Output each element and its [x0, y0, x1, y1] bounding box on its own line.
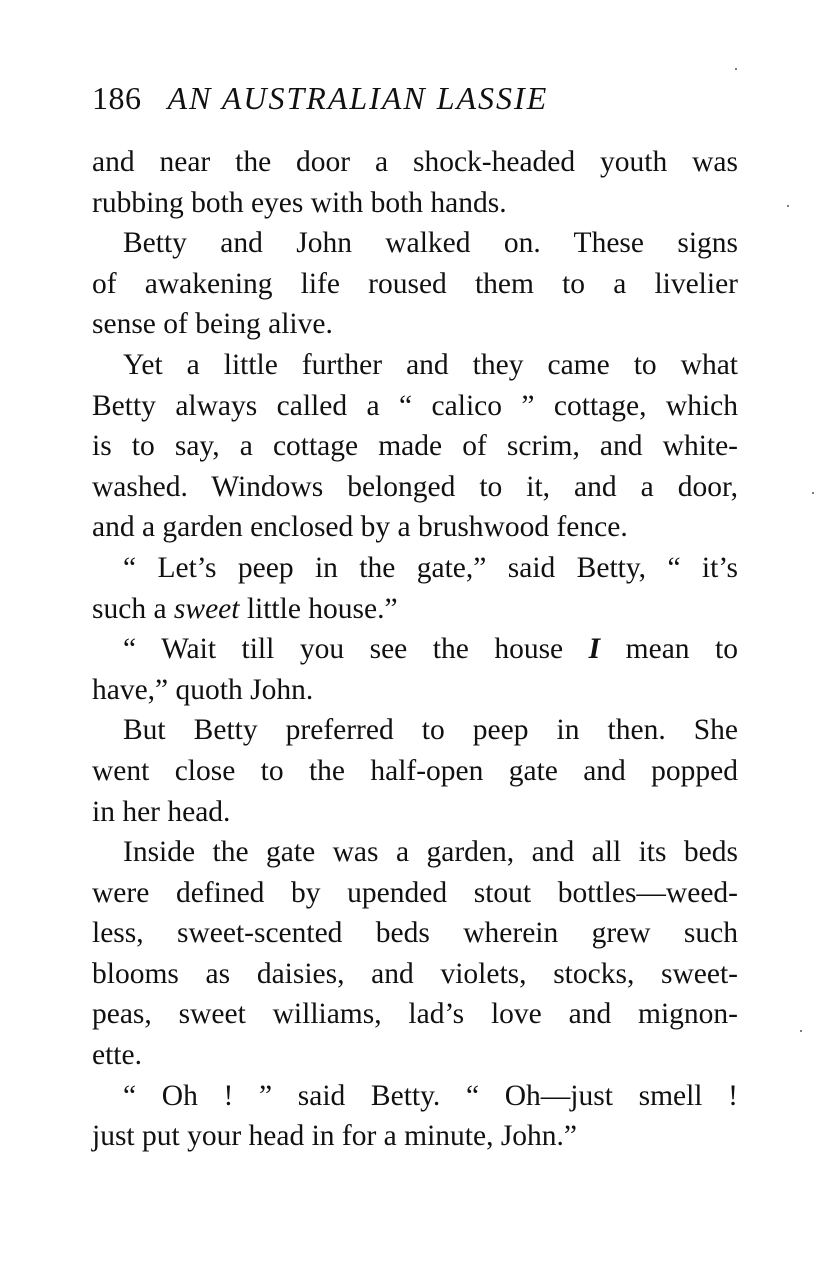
- text-line: in her head.: [92, 795, 231, 828]
- text-line: is to say, a cottage made of scrim, and white-: [92, 430, 738, 463]
- text-line: and a garden enclosed by a brushwood fence.: [92, 511, 628, 544]
- text-line: blooms as daisies, and violets, stocks, sweet-: [92, 957, 738, 990]
- text-line: and near the door a shock-headed youth was: [92, 146, 738, 178]
- paragraph-first-line: Betty and John walked on. These signs: [123, 227, 738, 260]
- paragraph-first-line: “ Oh ! ” said Betty. “ Oh—just smell !: [123, 1079, 738, 1112]
- text-run: little house.”: [239, 592, 398, 625]
- text-line: sense of being alive.: [92, 308, 333, 341]
- paragraph-first-line: Yet a little further and they came to what: [123, 348, 738, 381]
- scan-speck: [812, 492, 814, 494]
- text-line: peas, sweet williams, lad’s love and mignon-: [92, 998, 738, 1031]
- body-text: [92, 142, 738, 1157]
- text-line: of awakening life roused them to a livelier: [92, 267, 738, 300]
- text-line: ette.: [92, 1039, 142, 1072]
- text-run: mean to: [600, 633, 738, 666]
- text-line: just put your head in for a minute, John.”: [92, 1120, 578, 1153]
- text-run: “ Wait till you see the house: [123, 633, 589, 666]
- text-line: [92, 589, 738, 630]
- text-line: have,” quoth John.: [92, 673, 314, 706]
- scan-speck: [787, 205, 789, 207]
- text-run: such a: [92, 592, 174, 625]
- paragraph-first-line: [92, 629, 738, 670]
- text-line: less, sweet-scented beds wherein grew such: [92, 917, 738, 950]
- text-line: washed. Windows belonged to it, and a door,: [92, 470, 738, 503]
- paragraph-first-line: Inside the gate was a garden, and all its beds: [123, 836, 738, 869]
- text-line: went close to the half-open gate and popped: [92, 754, 738, 787]
- text-line: rubbing both eyes with both hands.: [92, 186, 507, 219]
- text-line: were defined by upended stout bottles—weed-: [92, 876, 738, 909]
- running-head: [92, 78, 548, 118]
- running-title: AN AUSTRALIAN LASSIE: [167, 80, 549, 116]
- paragraph-first-line: “ Let’s peep in the gate,” said Betty, “ it’s: [123, 551, 738, 584]
- text-line: Betty always called a “ calico ” cottage, which: [92, 389, 738, 422]
- scan-speck: [800, 1030, 802, 1032]
- scan-speck: [735, 68, 737, 70]
- page-number: 186: [92, 80, 142, 116]
- emphasis-text: I: [588, 633, 601, 666]
- paragraph-first-line: But Betty preferred to peep in then. She: [123, 714, 738, 747]
- emphasis-text: sweet: [173, 592, 240, 625]
